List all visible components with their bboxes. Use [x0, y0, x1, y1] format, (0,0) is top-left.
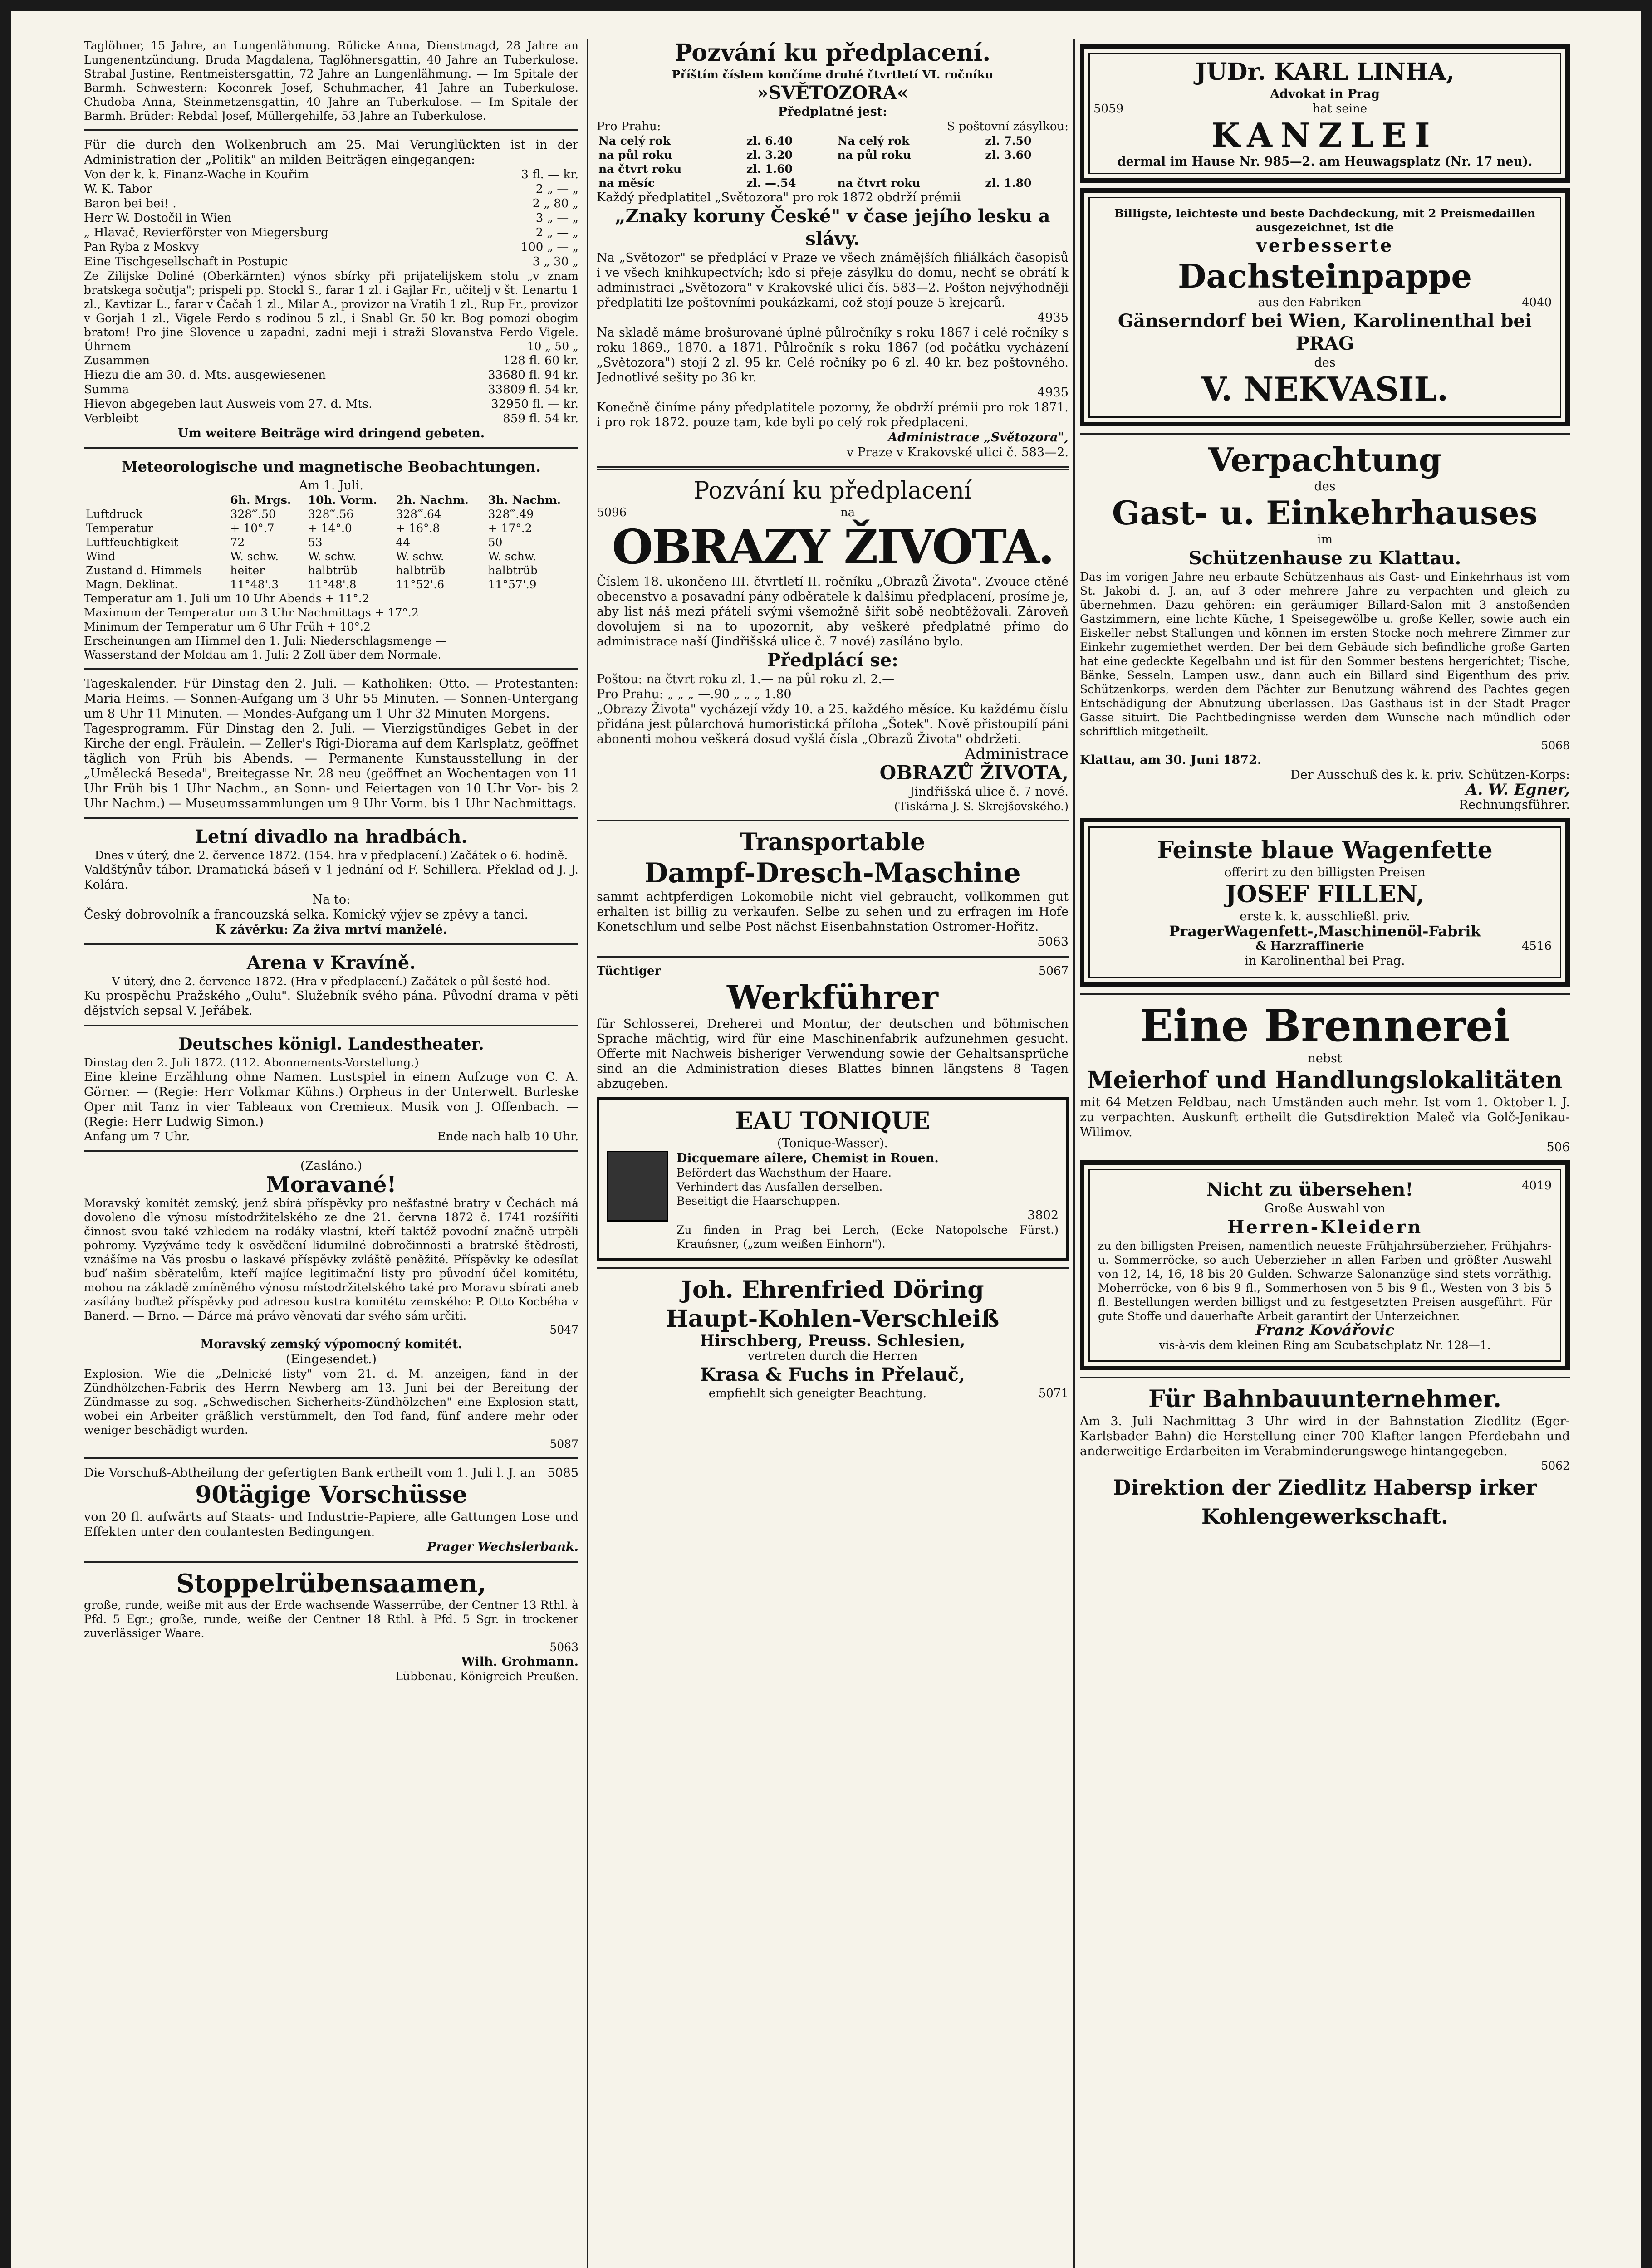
doring-end-row: empfiehlt sich geneigter Beachtung. 5071 [708, 1387, 1069, 1400]
zaslano-label: (Zasláno.) [300, 1159, 363, 1173]
donation-amount: 3 fl. — kr. [521, 168, 578, 181]
bahn-sign2: Kohlengewerkschaft. [1201, 1504, 1448, 1529]
total-amount: 128 fl. 60 kr. [503, 354, 578, 367]
svetozor-premie: Každý předplatitel „Světozora" pro rok 1872 obdrží prémii [597, 191, 961, 205]
price-cell: na půl roku [598, 148, 672, 161]
donation-slovene: Ze Zilijske Doliné (Oberkärnten) výnos sbírky při prijatelijskem stolu „v znam bratskega sočutja"; prispeli pp. Stockl S., farar 1 zl. i Gajlar Fr., učitelj v št. Lenartu 1 zl., Kavtizar L., farar v Čačah 1 zl., Milar A., provizor na Vratih 1 zl., Rup Fr., provizor v Gorjah 1 zl., Vigele Ferdo s rodinou 5 zl., i Snabl Gr. 50 kr. Bog pomozi obogim bratom! Pro jine Slovence u zapadni, zadni meji i straži Slovanstva Ferdo Vigele. Úhrnem 10 „ 50 „ [84, 269, 578, 353]
donation-name: Herr W. Dostočil in Wien [84, 211, 232, 225]
donation-name: Eine Tischgesellschaft in Postupic [84, 255, 288, 269]
meteo-row [84, 535, 578, 549]
svetozor-text3: Konečně činíme pány předplatitele pozorny, že obdrží prémii pro rok 1871. i pro rok 1872. pouze tam, kde byli po celý rok předplaceni. [597, 401, 1069, 430]
column-rule [587, 39, 588, 2268]
donation-footer: Um weitere Beiträge wird dringend gebeten. [177, 426, 485, 440]
donation-name: „ Hlavač, Revierförster von Miegersburg [84, 226, 328, 240]
meteo-header-cell [84, 493, 228, 507]
meteo-cell: 44 [396, 536, 411, 549]
deutsch-times: Anfang um 7 Uhr. Ende nach halb 10 Uhr. [84, 1130, 578, 1144]
meteo-cell: 53 [308, 536, 323, 549]
meteo-note: Erscheinungen am Himmel den 1. Juli: Niederschlagsmenge — [84, 634, 447, 647]
moravane-text: Moravský komitét zemský, jenž sbírá příspěvky pro nešťastné bratry v Čechách má dovoleno dle výnosu místodržitelského ze dne 21. června 1872 č. 1741 rozšířiti činnost svou také vzhledem na rodáky vlastní, kteří taktéž povodní značně utrpěli pohromy. Vyzýváme tedy k osvědčení lidumilné dobročinnosti a bratrské štědrosti, vznášíme na Vás prosbu o laskavé příspěvky zvláště peněžité. Příspěvky ke odesílat buď našim sběratelům, kteří majíce legitimační listy pro původní účel komitétu, mohou na základě zmíněného výnosu místodržitelského také pro Moravu sbírati aneb zasílány buďtež příspěvky pod adresou kustra komitétu zemského: P. Otto Kocbéha v Banerd. — Brno. — Dárce má právo věnovati dar svého sám určiti. [84, 1197, 578, 1322]
price-row [597, 162, 1069, 176]
donation-row [84, 211, 578, 225]
price-cell: zl. 1.60 [746, 162, 793, 176]
total-row [84, 353, 578, 368]
verp-place: Schützenhause zu Klattau. [1188, 547, 1461, 569]
letni-end: K závěrku: Za živa mrtví manželé. [215, 923, 447, 937]
nicht-title-row: Nicht zu übersehen! 4019 [1206, 1179, 1552, 1200]
brenn-num: 506 [1546, 1140, 1570, 1154]
price-cell: Na celý rok [598, 134, 671, 147]
donation-row [84, 225, 578, 240]
transport-title2: Dampf-Dresch-Maschine [644, 857, 1021, 889]
moravane-sign: Moravský zemský výpomocný komitét. [200, 1337, 462, 1351]
linha-name: JUDr. KARL LINHA, [1195, 58, 1455, 86]
donation-list [84, 167, 578, 269]
vorschuss-title: 90tägige Vorschüsse [195, 1481, 467, 1509]
total-label: Zusammen [84, 354, 150, 367]
meteo-cell: 11°48'.3 [230, 578, 279, 591]
price-cell: zl. 6.40 [746, 134, 793, 147]
letni-na-to: Na to: [312, 893, 351, 907]
doring-title1: Joh. Ehrenfried Döring [681, 1276, 984, 1304]
verp-des: des [1314, 479, 1336, 494]
predplaci-row: Poštou: na čtvrt roku zl. 1.— na půl roku zl. 2.— [597, 672, 895, 686]
eau-line: Befördert das Wachsthum der Haare. [676, 1166, 892, 1179]
price-cell: zl. 1.80 [985, 176, 1032, 190]
price-cell: na čtvrt roku [837, 176, 921, 190]
letni-title: Letní divadlo na hradbách. [195, 826, 468, 847]
wagenfett-ad [1080, 818, 1570, 987]
donation-name: W. K. Tabor [84, 182, 152, 196]
price-cell: zl. 3.20 [746, 148, 793, 161]
vorschuss-text: von 20 fl. aufwärts auf Staats- und Industrie-Papiere, alle Gattungen Lose und Effekten unter den coulantesten Bedingungen. [84, 1510, 578, 1539]
nicht-sub: Große Auswahl von [1264, 1202, 1386, 1216]
meteo-header-cell: 10h. Vorm. [308, 494, 377, 507]
svetozor-text2: Na skladě máme brošurované úplné půlročníky s roku 1867 i celé ročníky s roku 1869., 1870. a 1871. Půlročník s roku 1867 (od počátku vycházení „Světozora") stojí 2 zl. 95 kr. Celé ročníky po 6 zl. 40 kr. bez poštovného. Jednotlivé sešity po 36 kr. [597, 326, 1069, 385]
total-label: Summa [84, 383, 129, 396]
linha-meta: 5059 hat seine [1093, 102, 1368, 116]
predplatne-label: Předplatné jest: [778, 105, 887, 119]
obrazy-text2: „Obrazy Života" vycházejí vždy 10. a 25. každého měsíce. Ku každému číslu přidána jest půlarchová humoristická příloha „Šotek". Nově přistoupilí páni abonenti mohou veškerá dosud vyšlá čísla „Obrazů Života" obdržeti. [597, 702, 1069, 746]
price-cell: na měsíc [598, 176, 655, 190]
donation-amount: 3 „ 30 „ [532, 255, 578, 269]
dach-title: Dachsteinpappe [1177, 257, 1472, 295]
total-amount: 33809 fl. 54 kr. [488, 383, 578, 396]
linha-kanzlei: KANZLEI [1211, 116, 1438, 154]
dach-from-row: aus den Fabriken 4040 [1258, 296, 1552, 309]
stoppel-sign: Wilh. Grohmann. [461, 1655, 578, 1669]
pozvani2-title: Pozvání ku předplacení [693, 477, 972, 504]
total-row [84, 411, 578, 426]
total-row [84, 368, 578, 382]
total-label: Hievon abgegeben laut Ausweis vom 27. d. Mts. [84, 397, 373, 411]
donation-row [84, 254, 578, 269]
meteo-cell: W. schw. [308, 550, 357, 563]
arena-text: Ku prospěchu Pražského „Oulu". Služebník svého pána. Původní drama v pěti dějstvích sepsal V. Jeřábek. [84, 989, 578, 1018]
brenn-sub: Meierhof und Handlungslokalitäten [1087, 1066, 1563, 1094]
pozvani-title: Pozvání ku předplacení. [674, 39, 991, 67]
donation-amount: 2 „ 80 „ [532, 197, 578, 210]
meteo-cell: Temperatur [86, 522, 153, 535]
werk-lead: Tüchtiger 5067 [597, 964, 1069, 978]
meteo-row [84, 549, 578, 563]
price-cell [983, 162, 1069, 176]
svetozor-lead: Příštím číslem končíme druhé čtvrtletí VI. ročníku [672, 68, 994, 81]
meteo-cell: halbtrüb [488, 564, 538, 577]
fett-name: JOSEF FILLEN, [1225, 880, 1425, 908]
vorschuss-head: Die Vorschuß-Abtheilung der gefertigten Bank ertheilt vom 1. Juli l. J. an 5085 [84, 1466, 578, 1480]
fett-title: Feinste blaue Wagenfette [1157, 836, 1493, 864]
total-row [84, 397, 578, 411]
eau-maker: Dicquemare aîlere, Chemist in Rouen. [676, 1151, 939, 1165]
transport-num: 5063 [1037, 935, 1069, 949]
donation-amount: 3 „ — „ [535, 211, 578, 225]
price-cell: zl. 3.60 [985, 148, 1032, 161]
doring-firm: Krasa & Fuchs in Přelauč, [700, 1364, 966, 1385]
meteo-cell: 328‴.49 [488, 508, 534, 521]
donation-name: Pan Ryba z Moskvy [84, 240, 199, 254]
vorschuss-sign: Prager Wechslerbank. [426, 1540, 578, 1554]
column-right [1080, 39, 1570, 2268]
meteo-cell: W. schw. [488, 550, 537, 563]
price-cell: zl. —.54 [746, 176, 796, 190]
eau-lines [676, 1166, 1059, 1208]
price-cell: Na celý rok [837, 134, 910, 147]
dach-owner: V. NEKVASIL. [1201, 370, 1449, 408]
meteo-cell: 11°52'.6 [396, 578, 445, 591]
meteo-note: Minimum der Temperatur um 6 Uhr Früh + 10°.2 [84, 620, 371, 633]
brenn-title: Eine Brennerei [1140, 1000, 1510, 1051]
meteo-row [84, 563, 578, 577]
crest-icon [607, 1151, 668, 1222]
meteo-note: Wasserstand der Moldau am 1. Juli: 2 Zoll über dem Normale. [84, 648, 441, 661]
eau-title: EAU TONIQUE [735, 1107, 930, 1135]
dach-verb: verbesserte [1256, 235, 1394, 256]
column-rule [1073, 39, 1075, 2268]
meteo-cell: halbtrüb [308, 564, 358, 577]
donation-name: Baron bei bei! . [84, 197, 176, 210]
eau-sub: (Tonique-Wasser). [777, 1136, 888, 1150]
meteo-cell: 72 [230, 536, 245, 549]
arena-title: Arena v Kravíně. [246, 952, 416, 973]
donation-row [84, 240, 578, 254]
explosion-text: Explosion. Wie die „Delnické listy" vom 21. d. M. anzeigen, fand in der Zündhölzchen-Fabrik des Herrn Newberg am 13. Juni bei der Bereitung der Zündmasse zu sog. „Schwedischen Sicherheits-Zündhölzchen" eine Explosion statt, wobei ein Arbeiter gräßlich verstümmelt, den Tod fand, fünf andere mehr oder weniger beschädigt wurden. [84, 1367, 578, 1437]
predplaci-label: Předplácí se: [767, 650, 898, 671]
meteo-cell: 11°57'.9 [488, 578, 537, 591]
total-label: Verbleibt [84, 412, 138, 425]
newspaper-page [11, 11, 1641, 2268]
price-cell [835, 162, 983, 176]
verp-sign3: Rechnungsführer. [1459, 798, 1570, 812]
flood-donations-intro: Für die durch den Wolkenbruch am 25. Mai Verunglückten ist in der Administration der „Politik" an milden Beiträgen eingegangen: [84, 138, 578, 167]
tageskalender: Tageskalender. Für Dinstag den 2. Juli. — Katholiken: Otto. — Protestanten: Maria Heims. — Sonnen-Aufgang um 3 Uhr 55 Minuten. — Sonnen-Untergang um 8 Uhr 11 Minuten. — Mondes-Aufgang um 1 Uhr 32 Minuten Morgens. [84, 677, 578, 721]
death-notices: Taglöhner, 15 Jahre, an Lungenlähmung. Rülicke Anna, Dienstmagd, 28 Jahre an Lungenentzündung. Bruda Magdalena, Taglöhnersgattin, 40 Jahre an Tuberkulose. Strabal Justine, Rentmeistersgattin, 72 Jahre an Lungenlähmung. — Im Spitale der Barmh. Schwestern: Koconrek Josef, Schuhmacher, 41 Jahre an Tuberkulose. Chudoba Anna, Steinmetzensgattin, 40 Jahre an Tuberkulose. — Im Spitale der Barmh. Brüder: Rebdal Josef, Müllergehilfe, 53 Jahre an Tuberkulose. [84, 39, 578, 122]
nicht-name: Franz Kovářovic [1255, 1321, 1395, 1339]
nicht-text: zu den billigsten Preisen, namentlich neueste Frühjahrsüberzieher, Frühjahrs- u. Sommerröcke, so auch Ueberzieher in allen Farben und größter Auswahl von 12, 14, 16, 18 bis 20 Gulden. Schwarze Salonanzüge sind stets vorräthig. Moherröcke, von 6 bis 9 fl., Sommerhosen von 5 bis 9 fl., Westen von 3 bis 5 fl. Bestellungen werden billigst und zu festgesetzten Preisen ausgeführt. Für gute Stoffe und dauerhafte Arbeit garantirt der Unterzeichner. [1098, 1239, 1552, 1323]
verp-im: im [1317, 533, 1333, 547]
stoppel-title: Stoppelrübensaamen, [176, 1569, 486, 1598]
bahn-title: Für Bahnbauunternehmer. [1148, 1385, 1502, 1413]
nicht-h: Herren-Kleidern [1227, 1217, 1423, 1238]
werk-text: für Schlosserei, Dreherei und Montur, der deutschen und böhmischen Sprache mächtig, wird für eine Maschinenfabrik aufzunehmen gesucht. Offerte mit Nachweis bisheriger Verwendung sowie der Gehaltsansprüche sind an die Administration dieses Blattes binnen längstens 8 Tagen abzugeben. [597, 1017, 1069, 1091]
price-cell: na půl roku [837, 148, 911, 161]
meteo-date: Am 1. Juli. [299, 479, 364, 493]
meteo-note: Maximum der Temperatur um 3 Uhr Nachmittags + 17°.2 [84, 606, 419, 619]
meteo-title: Meteorologische und magnetische Beobachtungen. [122, 458, 541, 475]
meteo-cell: 50 [488, 536, 503, 549]
eau-line: Beseitigt die Haarschuppen. [676, 1194, 841, 1207]
svetozor-num2: 4935 [1037, 386, 1069, 400]
dach-des: des [1314, 356, 1336, 370]
meteo-header-cell: 3h. Nachm. [488, 494, 561, 507]
fett-line2: PragerWagenfett-,Maschinenöl-Fabrik [1169, 923, 1481, 940]
explosion-num: 5087 [549, 1437, 578, 1451]
verp-sign1: Der Ausschuß des k. k. priv. Schützen-Korps: [1290, 768, 1570, 782]
eau-shop: Zu finden in Prag bei Lerch, (Ecke Natopolsche Fürst.) Krauńsner, („zum weißen Einhorn"). [676, 1223, 1059, 1251]
meteo-cell: 328‴.64 [396, 508, 441, 521]
bahn-sign1: Direktion der Ziedlitz Habersp irker [1113, 1475, 1537, 1500]
stoppel-text: große, runde, weiße mit aus der Erde wachsende Wasserrübe, der Centner 13 Rthl. à Pfd. 5 Egr.; große, runde, weiße der Centner 18 Rthl. à Pfd. 5 Sgr. in trockener zuverlässiger Waare. [84, 1598, 578, 1640]
price-cell: na čtvrt roku [598, 162, 682, 176]
meteo-row [84, 577, 578, 591]
donation-amount: 2 „ — „ [535, 182, 578, 196]
price-row [597, 176, 1069, 190]
obrazy-addr: Jindřišská ulice č. 7 nové. [909, 785, 1069, 799]
meteo-cell: + 16°.8 [396, 522, 440, 535]
verp-date: Klattau, am 30. Juni 1872. [1080, 753, 1262, 767]
donation-row [84, 196, 578, 211]
meteo-header-cell: 2h. Nachm. [396, 494, 469, 507]
column-middle [597, 39, 1069, 2268]
eau-num: 3802 [1027, 1208, 1059, 1222]
brenn-nebst: nebst [1308, 1051, 1342, 1066]
brenn-text: mit 64 Metzen Feldbau, nach Umständen auch mehr. Ist vom 1. Oktober l. J. zu verpachten. Auskunft ertheilt die Gutsdirektion Maleč via Golč-Jenikau-Wilimov. [1080, 1095, 1570, 1139]
price-row [597, 134, 1069, 148]
meteo-cell: Luftdruck [86, 508, 143, 521]
meteo-cell: W. schw. [230, 550, 279, 563]
bahn-text: Am 3. Juli Nachmittag 3 Uhr wird in der Bahnstation Ziedlitz (Eger-Karlsbader Bahn) die Herstellung einer 700 Klafter langen Pferdebahn und anderweitige Erdarbeiten im Verabminderungswege hintangegeben. [1080, 1414, 1570, 1458]
doring-place: Hirschberg, Preuss. Schlesien, [700, 1332, 966, 1350]
price-heads: Pro Prahu: S poštovní zásylkou: [597, 120, 1069, 133]
dach-intro: Billigste, leichteste und beste Dachdeckung, mit 2 Preismedaillen ausgezeichnet, ist die [1114, 207, 1536, 234]
fett-sub: offerirt zu den billigsten Preisen [1224, 865, 1426, 880]
eingesendet-label: (Eingesendet.) [286, 1352, 377, 1366]
predplaci-rows [597, 672, 1069, 702]
pozvani2-meta: 5096 na [597, 506, 855, 519]
svetozor-title: »SVĚTOZORA« [757, 82, 908, 103]
meteo-cell: Magn. Deklinat. [86, 578, 178, 591]
nicht-addr: vis-à-vis dem kleinen Ring am Scubatschplatz Nr. 128—1. [1159, 1339, 1491, 1352]
dachpappe-ad [1080, 188, 1570, 426]
meteo-cell: 328‴.56 [308, 508, 354, 521]
meteo-cell: Zustand d. Himmels [86, 564, 202, 577]
donation-row [84, 182, 578, 196]
price-row [597, 148, 1069, 162]
fett-line1: erste k. k. ausschließl. priv. [1240, 909, 1410, 924]
transport-title1: Transportable [740, 828, 926, 856]
meteo-note: Temperatur am 1. Juli um 10 Uhr Abends + 11°.2 [84, 592, 369, 605]
meteo-cell: W. schw. [396, 550, 444, 563]
svetozor-prices [597, 134, 1069, 190]
donation-amount: 100 „ — „ [520, 240, 578, 254]
total-amount: 859 fl. 54 kr. [503, 412, 578, 425]
deutsch-sub: Dinstag den 2. Juli 1872. (112. Abonnements-Vorstellung.) [84, 1056, 419, 1069]
deutsch-text: Eine kleine Erzählung ohne Namen. Lustspiel in einem Aufzuge von C. A. Görner. — (Regie: Herr Volkmar Kühns.) Orpheus in der Unterwelt. Burleske Oper mit Tanz in vier Tableaux von Cremieux. Musik von J. Offenbach. — (Regie: Herr Ludwig Simon.) [84, 1070, 578, 1129]
stoppel-num: 5063 [549, 1641, 578, 1654]
total-amount: 33680 fl. 94 kr. [488, 368, 578, 382]
letni-play: Valdštýnův tábor. Dramatická báseň v 1 jednání od F. Schillera. Překlad od J. J. Kolára. [84, 863, 578, 892]
eau-tonique-ad [597, 1097, 1069, 1261]
tagesprogramm: Tagesprogramm. Für Dinstag den 2. Juli. — Vierzigstündiges Gebet in der Kirche der engl. Fräulein. — Zeller's Rigi-Diorama auf dem Karlsplatz, geöffnet täglich von Früh bis Abends. — Permanente Kunstausstellung in der „Umělecká Beseda", Breitegasse Nr. 28 neu (geöffnet an Wochentagen von 11 Uhr Früh bis 1 Uhr Nachm., an Sonn- und Feiertagen von 10 Uhr Vor- bis 2 Uhr Nachm.) — Museumssammlungen um 9 Uhr Vorm. bis 1 Uhr Nachmittags. [84, 722, 578, 811]
column-left [84, 39, 578, 2268]
price-cell: zl. 7.50 [985, 134, 1032, 147]
meteo-notes [84, 591, 578, 662]
obrazy-text: Číslem 18. ukončeno III. čtvrtletí II. ročníku „Obrazů Života". Zvouce ctěné obecenstvo a posavadní pány odběratele k dalšímu předplacení, prosíme je, aby list náš mezi přáteli svými všemožně šířit sobě neobtěžovali. Zároveň dovolujem si na to upozornit, aby veškeré předplatné přímo do administrace naší (Jindřišská ulice č. 7 nové) zasíláno bylo. [597, 575, 1069, 649]
meteo-cell: + 10°.7 [230, 522, 275, 535]
meteo-table [84, 493, 578, 591]
meteo-cell: 11°48'.8 [308, 578, 357, 591]
meteo-cell: heiter [230, 564, 265, 577]
donation-name: Von der k. k. Finanz-Wache in Kouřim [84, 168, 309, 181]
total-amount: 32950 fl. — kr. [491, 397, 578, 411]
fett-line3-row: & Harzraffinerie 4516 [1255, 939, 1552, 953]
werk-title: Werkführer [727, 978, 938, 1017]
znaky-title: „Znaky koruny České" v čase jejího lesku a slávy. [615, 205, 1050, 249]
linha-ad [1080, 44, 1570, 183]
meteo-cell: 328‴.50 [230, 508, 276, 521]
verp-sub: Gast- u. Einkehrhauses [1112, 494, 1538, 532]
verp-sign2: A. W. Egner, [1466, 781, 1570, 799]
verp-text: Das im vorigen Jahre neu erbaute Schützenhaus als Gast- und Einkehrhaus ist vom St. Jakobi d. J. an, auf 3 oder mehrere Jahre zu verpachten und gleich zu übernehmen. Dazu gehören: ein geräumiger Billard-Salon mit 3 anstoßenden Gastzimmern, eine lichte Küche, 1 Speisegewölbe u. große Keller, sowie auch ein Eiskeller nebst Stallungen und können im ersten Stocke noch mehrere Zimmer zur Einkehr zugemiethet werden. Der bei dem Gebäude sich befindliche große Garten hat eine gedeckte Kegelbahn und ist für den Sommer bestens hergerichtet; Tische, Bänke, Sesseln, Lampen usw., dann auch ein Billard sind Eigenthum des priv. Schützenkorps, werden dem Pächter zur Benutzung während des Pachtes gegen Entschädigung der Abnutzung überlassen. Das Gasthaus ist in der Stadt Prager Gasse situirt. Die Pachtbedingnisse werden dem Wunsche nach mündlich oder schriftlich mitgetheilt. [1080, 570, 1570, 738]
meteo-cell: Luftfeuchtigkeit [86, 536, 179, 549]
meteo-row [84, 521, 578, 535]
obrazy-print: (Tiskárna J. S. Skrejšovského.) [894, 800, 1069, 813]
bahn-num: 5062 [1541, 1459, 1570, 1472]
doring-rep: vertreten durch die Herren [747, 1349, 918, 1363]
kleider-ad [1080, 1160, 1570, 1370]
verp-num: 5068 [1541, 739, 1570, 752]
fett-place: in Karolinenthal bei Prag. [1245, 954, 1405, 968]
meteo-cell: + 14°.0 [308, 522, 352, 535]
svetozor-addr: v Praze v Krakovské ulici č. 583—2. [846, 445, 1069, 459]
letni-play2: Český dobrovolník a francouzská selka. Komický výjev se zpěvy a tanci. [84, 908, 529, 922]
deutsch-title: Deutsches königl. Landestheater. [178, 1035, 484, 1054]
total-row [84, 382, 578, 397]
stoppel-place: Lübbenau, Königreich Preußen. [395, 1670, 578, 1683]
verp-title: Verpachtung [1208, 440, 1442, 479]
moravane-num: 5047 [549, 1323, 578, 1336]
meteo-cell: Wind [86, 550, 116, 563]
obrazy-admin: Administrace [964, 745, 1069, 763]
transport-text: sammt achtpferdigen Lokomobile nicht viel gebraucht, vollkommen gut erhalten ist billig zu verkaufen. Selbe zu sehen und zu erfragen im Hofe Konetschlum und selbe Post nächst Eisenbahnstation Ostromer-Hořitz. [597, 890, 1069, 934]
obrazy-admin2: OBRAZŮ ŽIVOTA, [879, 762, 1069, 784]
eau-line: Verhindert das Ausfallen derselben. [676, 1180, 883, 1193]
linha-addr: dermal im Hause Nr. 985—2. am Heuwagsplatz (Nr. 17 neu). [1117, 155, 1533, 169]
meteo-row [84, 507, 578, 521]
meteo-cell: halbtrüb [396, 564, 446, 577]
obrazy-title: OBRAZY ŽIVOTA. [612, 519, 1054, 575]
moravane-title: Moravané! [266, 1172, 397, 1198]
meteo-header-cell: 6h. Mrgs. [230, 494, 291, 507]
svetozor-admin: Administrace „Světozora", [888, 430, 1069, 445]
donation-totals [84, 353, 578, 426]
doring-title2: Haupt-Kohlen-Verschleiß [666, 1305, 1000, 1333]
meteo-cell: + 17°.2 [488, 522, 532, 535]
donation-amount: 2 „ — „ [535, 226, 578, 240]
svetozor-num1: 4935 [1037, 311, 1069, 325]
letni-sub: Dnes v úterý, dne 2. července 1872. (154. hra v předplacení.) Začátek o 6. hodině. [94, 849, 568, 862]
svetozor-text: Na „Světozor" se předplácí v Praze ve všech známějších filiálkách časopisů i ve všech knihkupectvích; kdo si přeje zásylku do domu, nechť se obrátí k administraci „Světozora" v Krakovské ulici čís. 583—2. Pošton nejvýhodněji předplatiti lze poštovními poukázkami, což stojí pouze 5 krejcarů. [597, 251, 1069, 310]
arena-sub: V úterý, dne 2. července 1872. (Hra v předplacení.) Začátek o půl šesté hod. [112, 975, 551, 988]
total-label: Hiezu die am 30. d. Mts. ausgewiesenen [84, 368, 326, 382]
donation-row [84, 167, 578, 182]
predplaci-row: Pro Prahu: „ „ „ —.90 „ „ „ 1.80 [597, 687, 792, 701]
linha-sub: Advokat in Prag [1270, 87, 1380, 101]
dach-places: Gänserndorf bei Wien, Karolinenthal bei PRAG [1118, 310, 1532, 354]
